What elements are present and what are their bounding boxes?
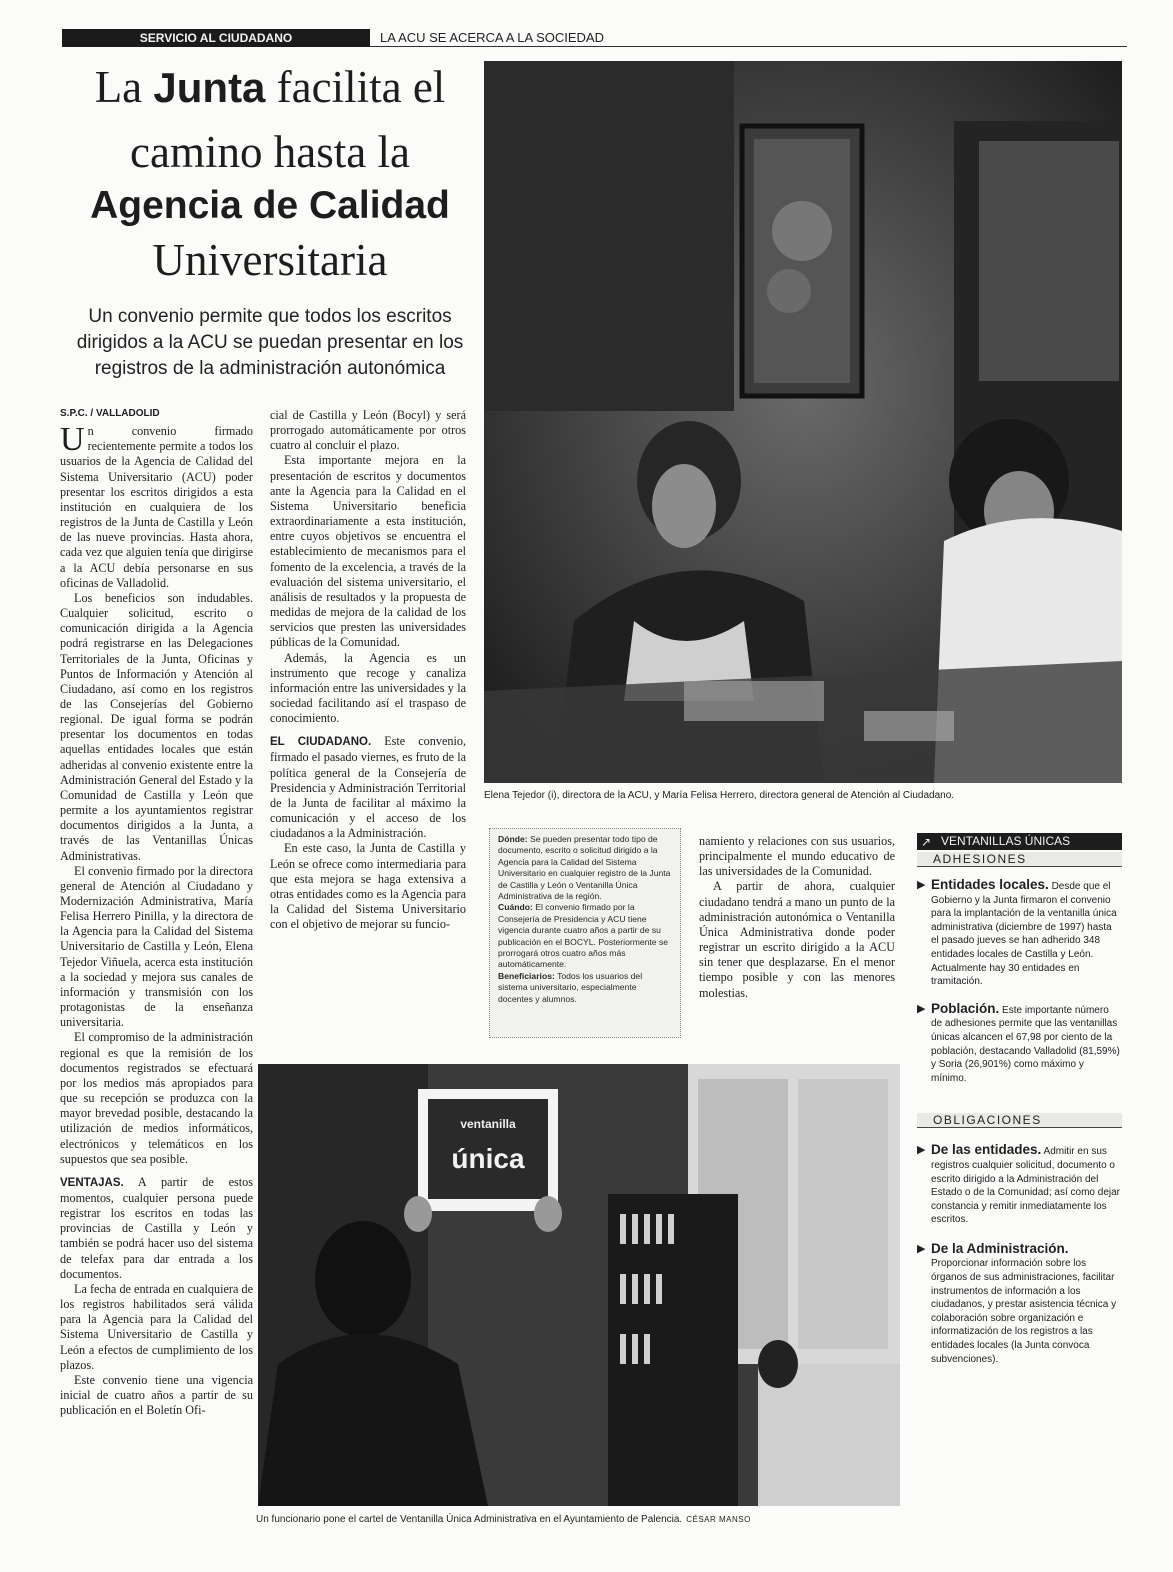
paragraph: Los beneficios son indudables. Cualquier solicitud, escrito o comunicación dirigida a la Agencia podrá registrarse en las Delegaciones Territoriales de la Junta, Oficinas y Puntos de Información y Atención al Ciudadano, así como en los registros de las Consejerías del Gobierno regional. De igual forma se podrán presentar los documentos en todas aquellas entidades locales que están adheridas al convenio existente entre la Administración General del Estado y la Comunidad de Castilla y León que permite a los ayuntamientos registrar documentos dirigidos a la Junta, a través de las Ventanillas Únicas Administrativas. bbox=[60, 590, 253, 863]
subhead-el-ciudadano: EL CIUDADANO. bbox=[270, 736, 372, 749]
sidebar-gap bbox=[917, 1085, 1122, 1111]
sidebar-section-adhesiones: ADHESIONES bbox=[917, 852, 1122, 867]
photo-credit: CÉSAR MANSO bbox=[686, 1515, 751, 1524]
paragraph: Este convenio tiene una vigencia inicial de cuatro años a partir de su publicación en el Boletín Ofi- bbox=[60, 1372, 253, 1418]
sidebar-item: ▶ Población. Este importante número de adhesiones permite que las ventanillas únicas alcancen el 67,98 por ciento de la población, destacando Valladolid (81,59%) y Soria (26,901%) como máximo y mínimo. bbox=[917, 1000, 1120, 1084]
sidebar-item: ▶ De la Administración. Proporcionar información sobre los órganos de sus administraciones, facilitar instrumentos de información a los ciudadanos, y prestar asistencia técnica y colaboración sobre organización e informatización de los registros a las entidades locales (la Junta convoca subvenciones). bbox=[917, 1240, 1117, 1365]
section-header bbox=[62, 29, 1127, 47]
lead-paragraph: Un convenio firmado recientemente permite a todos los usuarios de la Agencia de Calidad del Sistema Universitario (ACU) poder presentar los escritos dirigidos a esta institución en cualquiera de los registros de la Junta de Castilla y León de las nueve provincias. Hasta ahora, cada vez que alguien tenía que dirigirse a la ACU debía personarse en sus oficinas de Valladolid. bbox=[60, 421, 253, 590]
sidebar-section-obligaciones: OBLIGACIONES bbox=[917, 1113, 1122, 1128]
subhead-ventajas: VENTAJAS. bbox=[60, 1176, 124, 1189]
byline: S.P.C. / VALLADOLID bbox=[60, 408, 160, 419]
sign-text-top: ventanilla bbox=[460, 1117, 516, 1131]
headline-line-2: camino hasta la bbox=[130, 127, 410, 177]
article-column-1 bbox=[60, 406, 253, 1516]
info-box bbox=[489, 828, 681, 1038]
info-donde: Dónde: Se pueden presentar todo tipo de documento, escrito o solicitud dirigido a la Agencia para la Calidad del Sistema Universitario en cualquier registro de la Junta de Castilla y León o Ventanilla Única Administrativa de la región. bbox=[498, 834, 671, 902]
article-column-3 bbox=[699, 834, 895, 1039]
paragraph: VENTAJAS. A partir de estos momentos, cualquier persona puede registrar los escritos en todas las provincias de Castilla y León y también se podrá hacer uso del sistema de telefax para dar entrada a los documentos. bbox=[60, 1174, 253, 1281]
sign-text-main: única bbox=[451, 1143, 525, 1174]
photo-officials-signing bbox=[484, 61, 1122, 783]
paragraph: A partir de ahora, cualquier ciudadano tendrá a mano un punto de la administración autonómica o Ventanilla Única Administrativa donde poder registrar un escrito dirigido a la ACU sin tener que desplazarse. En el menor tiempo posible y con las menores molestias. bbox=[699, 879, 895, 1000]
trend-arrow-icon: ↗ bbox=[921, 835, 932, 849]
paragraph: En este caso, la Junta de Castilla y León se ofrece como intermediaria para que esta mejora se haga extensiva a otras entidades como es la Agencia para la Calidad del Sistema Universitario con el objetivo de mejorar su funcio- bbox=[270, 841, 466, 932]
info-beneficiarios: Beneficiarios: Todos los usuarios del sistema universitario, especialmente docentes y alumnos. bbox=[498, 970, 643, 1004]
paragraph: namiento y relaciones con sus usuarios, principalmente el mundo educativo de las universidades de la Comunidad. bbox=[699, 834, 895, 879]
header-rule bbox=[370, 46, 1127, 47]
paragraph: Esta importante mejora en la presentación de escritos y documentos ante la Agencia para la Calidad en el Sistema Universitario beneficia extraordinariamente a esta institución, entre cuyos objetivos se encuentra el establecimiento de mecanismos para el fomento de la excelencia, a través de la evaluación del sistema universitario, el análisis de resultados y la propuesta de medidas de mejora de la calidad de los servicios que presten las universidades públicas de la Comunidad. bbox=[270, 453, 466, 650]
headline-line-4: Universitaria bbox=[152, 235, 388, 285]
paragraph: EL CIUDADANO. Este convenio, firmado el pasado viernes, es fruto de la política general de la Consejería de Presidencia y Administración Territorial de la Junta de facilitar al máximo la comunicación y el acceso de los ciudadanos a la Administración. bbox=[270, 734, 466, 841]
triangle-bullet-icon: ▶ bbox=[917, 1144, 926, 1157]
triangle-bullet-icon: ▶ bbox=[917, 1002, 926, 1015]
triangle-bullet-icon: ▶ bbox=[917, 1242, 926, 1255]
headline-line-1: La Junta facilita el bbox=[94, 62, 446, 112]
photo-caption-bottom: Un funcionario pone el cartel de Ventanilla Única Administrativa en el Ayuntamiento de Palencia. CÉSAR MANSO bbox=[256, 1514, 751, 1525]
paragraph: cial de Castilla y León (Bocyl) y será prorrogado automáticamente por otros cuatro al concluir el plazo. bbox=[270, 408, 466, 453]
paragraph: El convenio firmado por la directora general de Atención al Ciudadano y Modernización Administrativa, María Felisa Herrero Pinilla, y la directora de la Agencia para la Calidad del Sistema Universitario de Castilla y León, Elena Tejedor Viñuela, acerca esta institución a la sociedad y mejora sus canales de información y transmisión con los protagonistas de la enseñanza universitaria. bbox=[60, 863, 253, 1030]
photo-ventanilla-sign bbox=[258, 1064, 900, 1506]
headline bbox=[60, 60, 480, 287]
paragraph: Además, la Agencia es un instrumento que recoge y canaliza información entre las universidades y la sociedad facilitando así el traspaso de conocimiento. bbox=[270, 650, 466, 726]
paragraph: El compromiso de la administración regional es que la remisión de los documentos registrados se efectuará por los medios más apropiados para que su recepción se produzca con la mayor brevedad posible, destacando la utilización de medios informáticos, electrónicos y telemáticos en los supuestos que sea posible. bbox=[60, 1030, 253, 1166]
article-column-2 bbox=[270, 408, 466, 1038]
triangle-bullet-icon: ▶ bbox=[917, 879, 926, 891]
section-subtag: LA ACU SE ACERCA A LA SOCIEDAD bbox=[380, 30, 604, 45]
dropcap: U bbox=[60, 421, 85, 459]
sidebar-ventanillas bbox=[917, 833, 1122, 1366]
subheadline: Un convenio permite que todos los escritos dirigidos a la ACU se puedan presentar en los registros de la administración autonómica bbox=[76, 306, 464, 379]
sidebar-item: ▶ Entidades locales. Desde que el Gobierno y la Junta firmaron el convenio para la implantación de la ventanilla única administrativa (diciembre de 1997) hasta el pasado jueves se han adherido 348 entidades locales de Castilla y León. Actualmente hay 30 entidades en tramitación. bbox=[917, 877, 1117, 988]
paragraph: La fecha de entrada en cualquiera de los registros habilitados será válida para la Agencia para la Calidad del Sistema Universitario de Castilla y León a efectos de cumplimiento de los plazos. bbox=[60, 1281, 253, 1372]
photo-caption-top: Elena Tejedor (i), directora de la ACU, y María Felisa Herrero, directora general de Atención al Ciudadano. bbox=[484, 790, 955, 801]
photo-illustration bbox=[484, 61, 1122, 783]
section-tag: SERVICIO AL CIUDADANO bbox=[62, 29, 370, 47]
headline-line-3: Agencia de Calidad bbox=[90, 184, 450, 227]
sidebar-title: ↗ VENTANILLAS ÚNICAS bbox=[917, 833, 1122, 850]
sidebar-item: ▶ De las entidades. Admitir en sus registros cualquier solicitud, documento o escrito dirigido a la Administración del Estado o de la Comunidad; así como dejar constancia y remitir inmediatamente los escritos. bbox=[917, 1142, 1120, 1226]
info-cuando: Cuándo: El convenio firmado por la Consejería de Presidencia y ACU tiene vigencia durante cuatro años a partir de su publicación en el BOCYL. Posteriormente se prorrogará otros cuatro años más automáticamente. bbox=[498, 902, 669, 970]
photo-illustration-2 bbox=[258, 1064, 900, 1506]
